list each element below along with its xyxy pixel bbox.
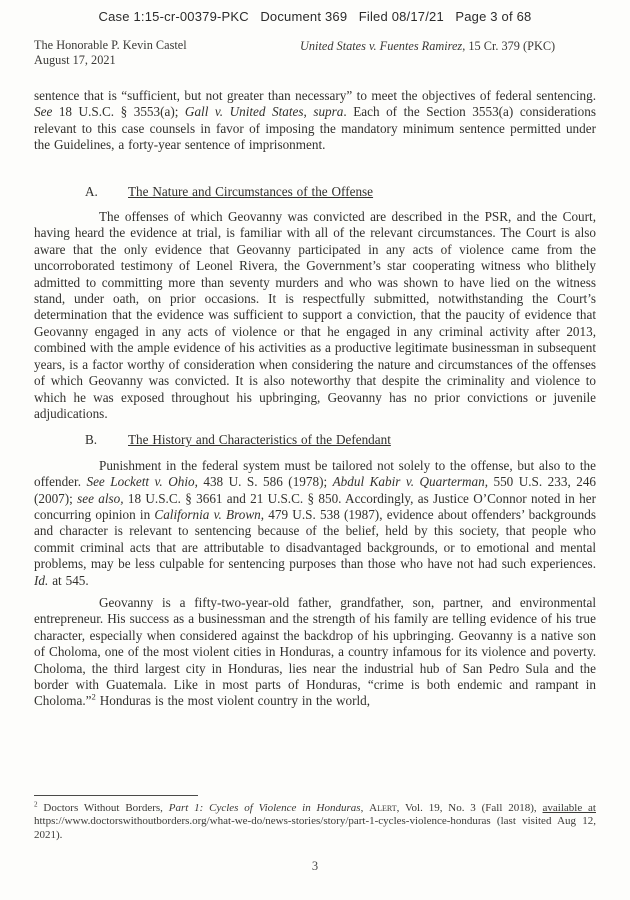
letter-date: August 17, 2021: [34, 52, 116, 67]
section-b-number: B.: [85, 432, 98, 448]
page-number: 3: [311, 859, 319, 873]
section-a-heading: [34, 184, 596, 200]
footnote-separator-rule: [34, 795, 198, 796]
section-b-heading: [34, 432, 596, 448]
section-b-title: The History and Characteristics of the Defendant: [128, 432, 391, 448]
letterhead-addressee: [34, 38, 187, 67]
section-b-paragraph-1: Punishment in the federal system must be tailored not solely to the offense, but also to the offender. See Lockett v. Ohio, 438 U. S. 586 (1978); Abdul Kabir v. Quarterman, 550 U.S. 233, 246 (2007); see also, 18 U.S.C. § 3661 and 21 U.S.C. § 850. Accordingly, as Justice O’Connor noted in her concurring opinion in California v. Brown, 479 U.S. 538 (1987), evidence about offenders’ backgrounds and character is relevant to sentencing because of the belief, held by this society, that people who commit criminal acts that are attributable to disadvantaged backgrounds, or to emotional and mental problems, may be less culpable for sentencing purposes than those who have not had such experiences. Id. at 545.: [34, 457, 597, 588]
footnote-2: $^2$ Doctors Without Borders, Part 1: Cycles of Violence in Honduras, Alert, Vol. 19, No. 3 (Fall 2018), available at https://www.doctorswithoutborders.org/what-we-do/news-stories/story/part-1-cycles-violence-honduras (last visited Aug 12, 2021).: [34, 800, 596, 841]
addressee-name: The Honorable P. Kevin Castel: [34, 38, 187, 52]
section-b-paragraph-2: Geovanny is a fifty-two-year-old father, grandfather, son, partner, and environmental entrepreneur. His success as a businessman and the strength of his family are telling evidence of his true character, especially when considered against the backdrop of his upbringing. Geovanny is a native son of Choloma, one of the most violent cities in Honduras, a country infamous for its violence and poverty. Choloma, the third largest city in Honduras, lies near the industrial hub of San Pedro Sula and the border with Guatemala. Like in most parts of Honduras, “crime is both endemic and rampant in Choloma.”$^2$ Honduras is the most violent country in the world,: [34, 594, 596, 709]
ecf-filing-stamp: Case 1:15-cr-00379-PKC Document 369 Filed 08/17/21 Page 3 of 68: [98, 9, 532, 24]
section-a-paragraph: The offenses of which Geovanny was convicted are described in the PSR, and the Court, having heard the evidence at trial, is familiar with all of the relevant circumstances. The Court is also aware that the only evidence that Geovanny participated in any acts of violence came from the uncorroborated testimony of Leonel Rivera, the Government’s star cooperating witness who blithely admitted to committing more than seventy murders and who was shown to have lied on the witness stand, under oath, on prior occasions. It is respectfully submitted, notwithstanding the Court’s determination that the evidence was sufficient to support a conviction, that the paucity of evidence that Geovanny engaged in any acts of violence or that he engaged in any criminal activity after 2013, combined with the ample evidence of his activities as a productive legitimate businessman in subsequent years, is a factor worthy of consideration when considering the nature and circumstances of the offenses of which Geovanny was convicted. It is also noteworthy that despite the criminality and violence to which he was exposed throughout his upbringing, Geovanny has no prior convictions or juvenile adjudications.: [34, 209, 596, 421]
document-body: [34, 88, 596, 710]
case-caption: United States v. Fuentes Ramirez, 15 Cr. 379 (PKC): [300, 39, 556, 53]
section-a-title: The Nature and Circumstances of the Offense: [128, 183, 374, 199]
section-a-number: A.: [85, 183, 98, 199]
intro-paragraph: sentence that is “sufficient, but not greater than necessary” to meet the objectives of federal sentencing. See 18 U.S.C. § 3553(a); Gall v. United States, supra. Each of the Section 3553(a) considerations relevant to this case counsels in favor of imposing the mandatory minimum sentence permitted under the Guidelines, a forty-year sentence of imprisonment.: [34, 88, 596, 153]
